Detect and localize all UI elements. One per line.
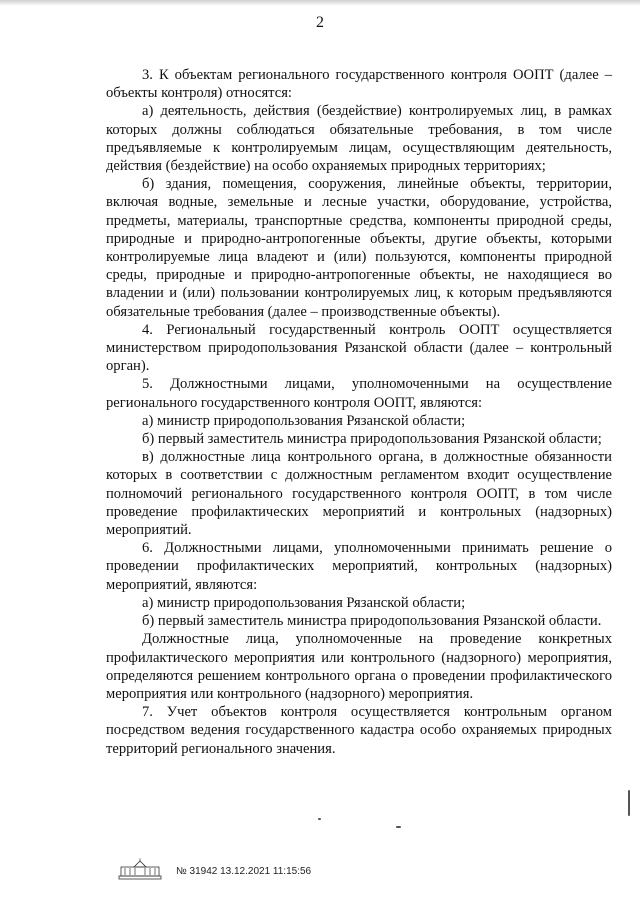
registration-number: № 31942 13.12.2021 11:15:56 xyxy=(176,866,312,877)
government-building-logo xyxy=(118,858,162,880)
paragraph-6-authorized-officials: Должностные лица, уполномоченные на проведение конкретных профилактического мероприятия или контрольного (надзорного) мероприятия, определяются решением контрольного органа о проведении профилактического мероприятия или контрольного (надзорного) мероприятия. xyxy=(106,631,612,702)
paragraph-7-accounting: 7. Учет объектов контроля осуществляется контрольным органом посредством ведения государственного кадастра особо охраняемых природных территорий регионального значения. xyxy=(106,704,612,757)
paragraph-6a-minister: а) министр природопользования Рязанской области; xyxy=(142,594,466,611)
scan-edge xyxy=(0,0,640,6)
scan-speck xyxy=(318,818,321,820)
paragraph-5a-minister: а) министр природопользования Рязанской области; xyxy=(142,412,466,429)
paragraph-5c-officials: в) должностные лица контрольного органа, в должностные обязанности которых в соответствии с должностным регламентом входит осуществление полномочий регионального государственного контроля ООПТ, в том числе проведение профилактических мероприятий и контрольных (надзорных) мероприятий. xyxy=(106,449,612,539)
paragraph-5-officials-intro: 5. Должностными лицами, уполномоченными на осуществление регионального государственного контроля ООПТ, являются: xyxy=(106,376,612,411)
paragraph-3b-production-objects: б) здания, помещения, сооружения, линейные объекты, территории, включая водные, земельные и лесные участки, оборудование, устройства, предметы, материалы, транспортные средства, компоненты природной среды, природные и природно-антропогенные объекты, другие объекты, которыми контролируемые лица владеют и (или) пользуются, компоненты природной среды, природные и природно-антропогенные объекты, не находящиеся во владении и (или) пользовании контролируемых лиц, к которым предъявляются обязательные требования (далее – производственные объекты). xyxy=(106,176,612,320)
paragraph-4-control-body: 4. Региональный государственный контроль ООПТ осуществляется министерством природопользования Рязанской области (далее – контрольный орган). xyxy=(106,321,612,375)
paragraph-6-decision-makers-intro: 6. Должностными лицами, уполномоченными принимать решение о проведении профилактических мероприятий, контрольных (надзорных) мероприятий, являются: xyxy=(106,540,612,593)
scan-speck xyxy=(628,790,630,816)
page-number: 2 xyxy=(316,14,324,31)
paragraph-3-objects-intro: 3. К объектам регионального государственного контроля ООПТ (далее – объекты контроля) относятся: xyxy=(106,67,612,102)
scan-speck xyxy=(396,826,401,828)
registration-footer xyxy=(118,858,418,888)
paragraph-3a-activities: а) деятельность, действия (бездействие) контролируемых лиц, в рамках которых должны соблюдаться обязательные требования, в том числе предъявляемые к контролируемым лицам, осуществляющим деятельность, действия (бездействие) на особо охраняемых природных территориях; xyxy=(106,103,612,175)
paragraph-6b-deputy: б) первый заместитель министра природопользования Рязанской области. xyxy=(142,613,602,630)
paragraph-5b-deputy: б) первый заместитель министра природопользования Рязанской области; xyxy=(142,431,602,448)
document-body xyxy=(106,66,612,758)
